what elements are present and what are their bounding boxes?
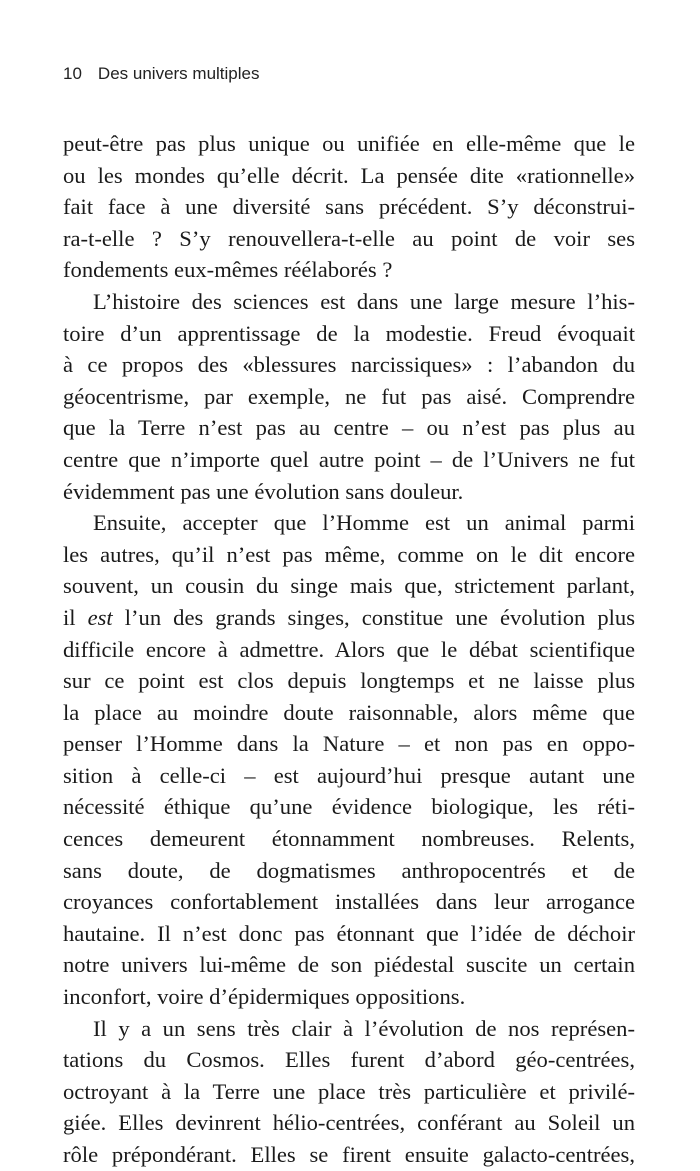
text-line: les autres, qu’il n’est pas même, comme on le dit encore — [63, 541, 635, 567]
text-line: sans doute, de dogmatismes anthropocentrés et de — [63, 857, 635, 883]
text-line: nécessité éthique qu’une évidence biologique, les réti- — [63, 794, 635, 820]
text-line: sur ce point est clos depuis longtemps et ne laisse plus — [63, 668, 635, 694]
text-line: que la Terre n’est pas au centre – ou n’est pas plus au — [63, 415, 635, 441]
text-line: fondements eux-mêmes réélaborés ? — [63, 257, 393, 283]
text-line: rôle prépondérant. Elles se firent ensuite galacto-centrées, — [63, 1142, 635, 1167]
text-line: la place au moindre doute raisonnable, alors même que — [63, 699, 635, 725]
text-line: à ce propos des «blessures narcissiques» : l’abandon du — [63, 352, 635, 378]
text-line: ou les mondes qu’elle décrit. La pensée dite «rationnelle» — [63, 162, 635, 188]
text-line: Il y a un sens très clair à l’évolution de nos représen- — [93, 1015, 635, 1041]
text-line: géocentrisme, par exemple, ne fut pas aisé. Comprendre — [63, 383, 635, 409]
text-line: notre univers lui-même de son piédestal suscite un certain — [63, 952, 635, 978]
text-line: difficile encore à admettre. Alors que le débat scientifique — [63, 636, 635, 662]
text-line: croyances confortablement installées dans leur arrogance — [63, 889, 635, 915]
text-line: L’histoire des sciences est dans une large mesure l’his- — [93, 288, 635, 314]
text-line: centre que n’importe quel autre point – de l’Univers ne fut — [63, 446, 635, 472]
text-line: souvent, un cousin du singe mais que, strictement parlant, — [63, 573, 635, 599]
text-line: fait face à une diversité sans précédent. S’y déconstrui- — [63, 194, 635, 220]
text-line: tations du Cosmos. Elles furent d’abord géo-centrées, — [63, 1047, 635, 1073]
text-line: giée. Elles devinrent hélio-centrées, conférant au Soleil un — [63, 1110, 635, 1136]
text-line: cences demeurent étonnamment nombreuses. Relents, — [63, 826, 635, 852]
body-text — [63, 128, 635, 1171]
text-line: peut-être pas plus unique ou unifiée en elle-même que le — [63, 131, 635, 156]
text-fragment: il — [63, 604, 88, 630]
text-line: inconfort, voire d’épidermiques oppositions. — [63, 984, 466, 1010]
text-line: ra-t-elle ? S’y renouvellera-t-elle au point de voir ses — [63, 225, 635, 251]
running-title: Des univers multiples — [97, 64, 260, 83]
running-head — [63, 64, 259, 84]
text-line: penser l’Homme dans la Nature – et non pas en oppo- — [63, 731, 635, 757]
text-line: toire d’un apprentissage de la modestie. Freud évoquait — [63, 320, 635, 346]
text-line-with-italic — [63, 602, 635, 634]
text-line: évidemment pas une évolution sans douleur. — [63, 478, 464, 504]
text-line: hautaine. Il n’est donc pas étonnant que l’idée de déchoir — [63, 920, 635, 946]
italic-word: est — [87, 604, 113, 630]
page-number: 10 — [63, 64, 82, 83]
text-line: octroyant à la Terre une place très particulière et privilé- — [63, 1078, 635, 1104]
text-line: sition à celle-ci – est aujourd’hui presque autant une — [63, 762, 635, 788]
text-line: Ensuite, accepter que l’Homme est un animal parmi — [93, 510, 635, 536]
text-fragment: l’un des grands singes, constitue une évolution plus — [112, 604, 636, 630]
